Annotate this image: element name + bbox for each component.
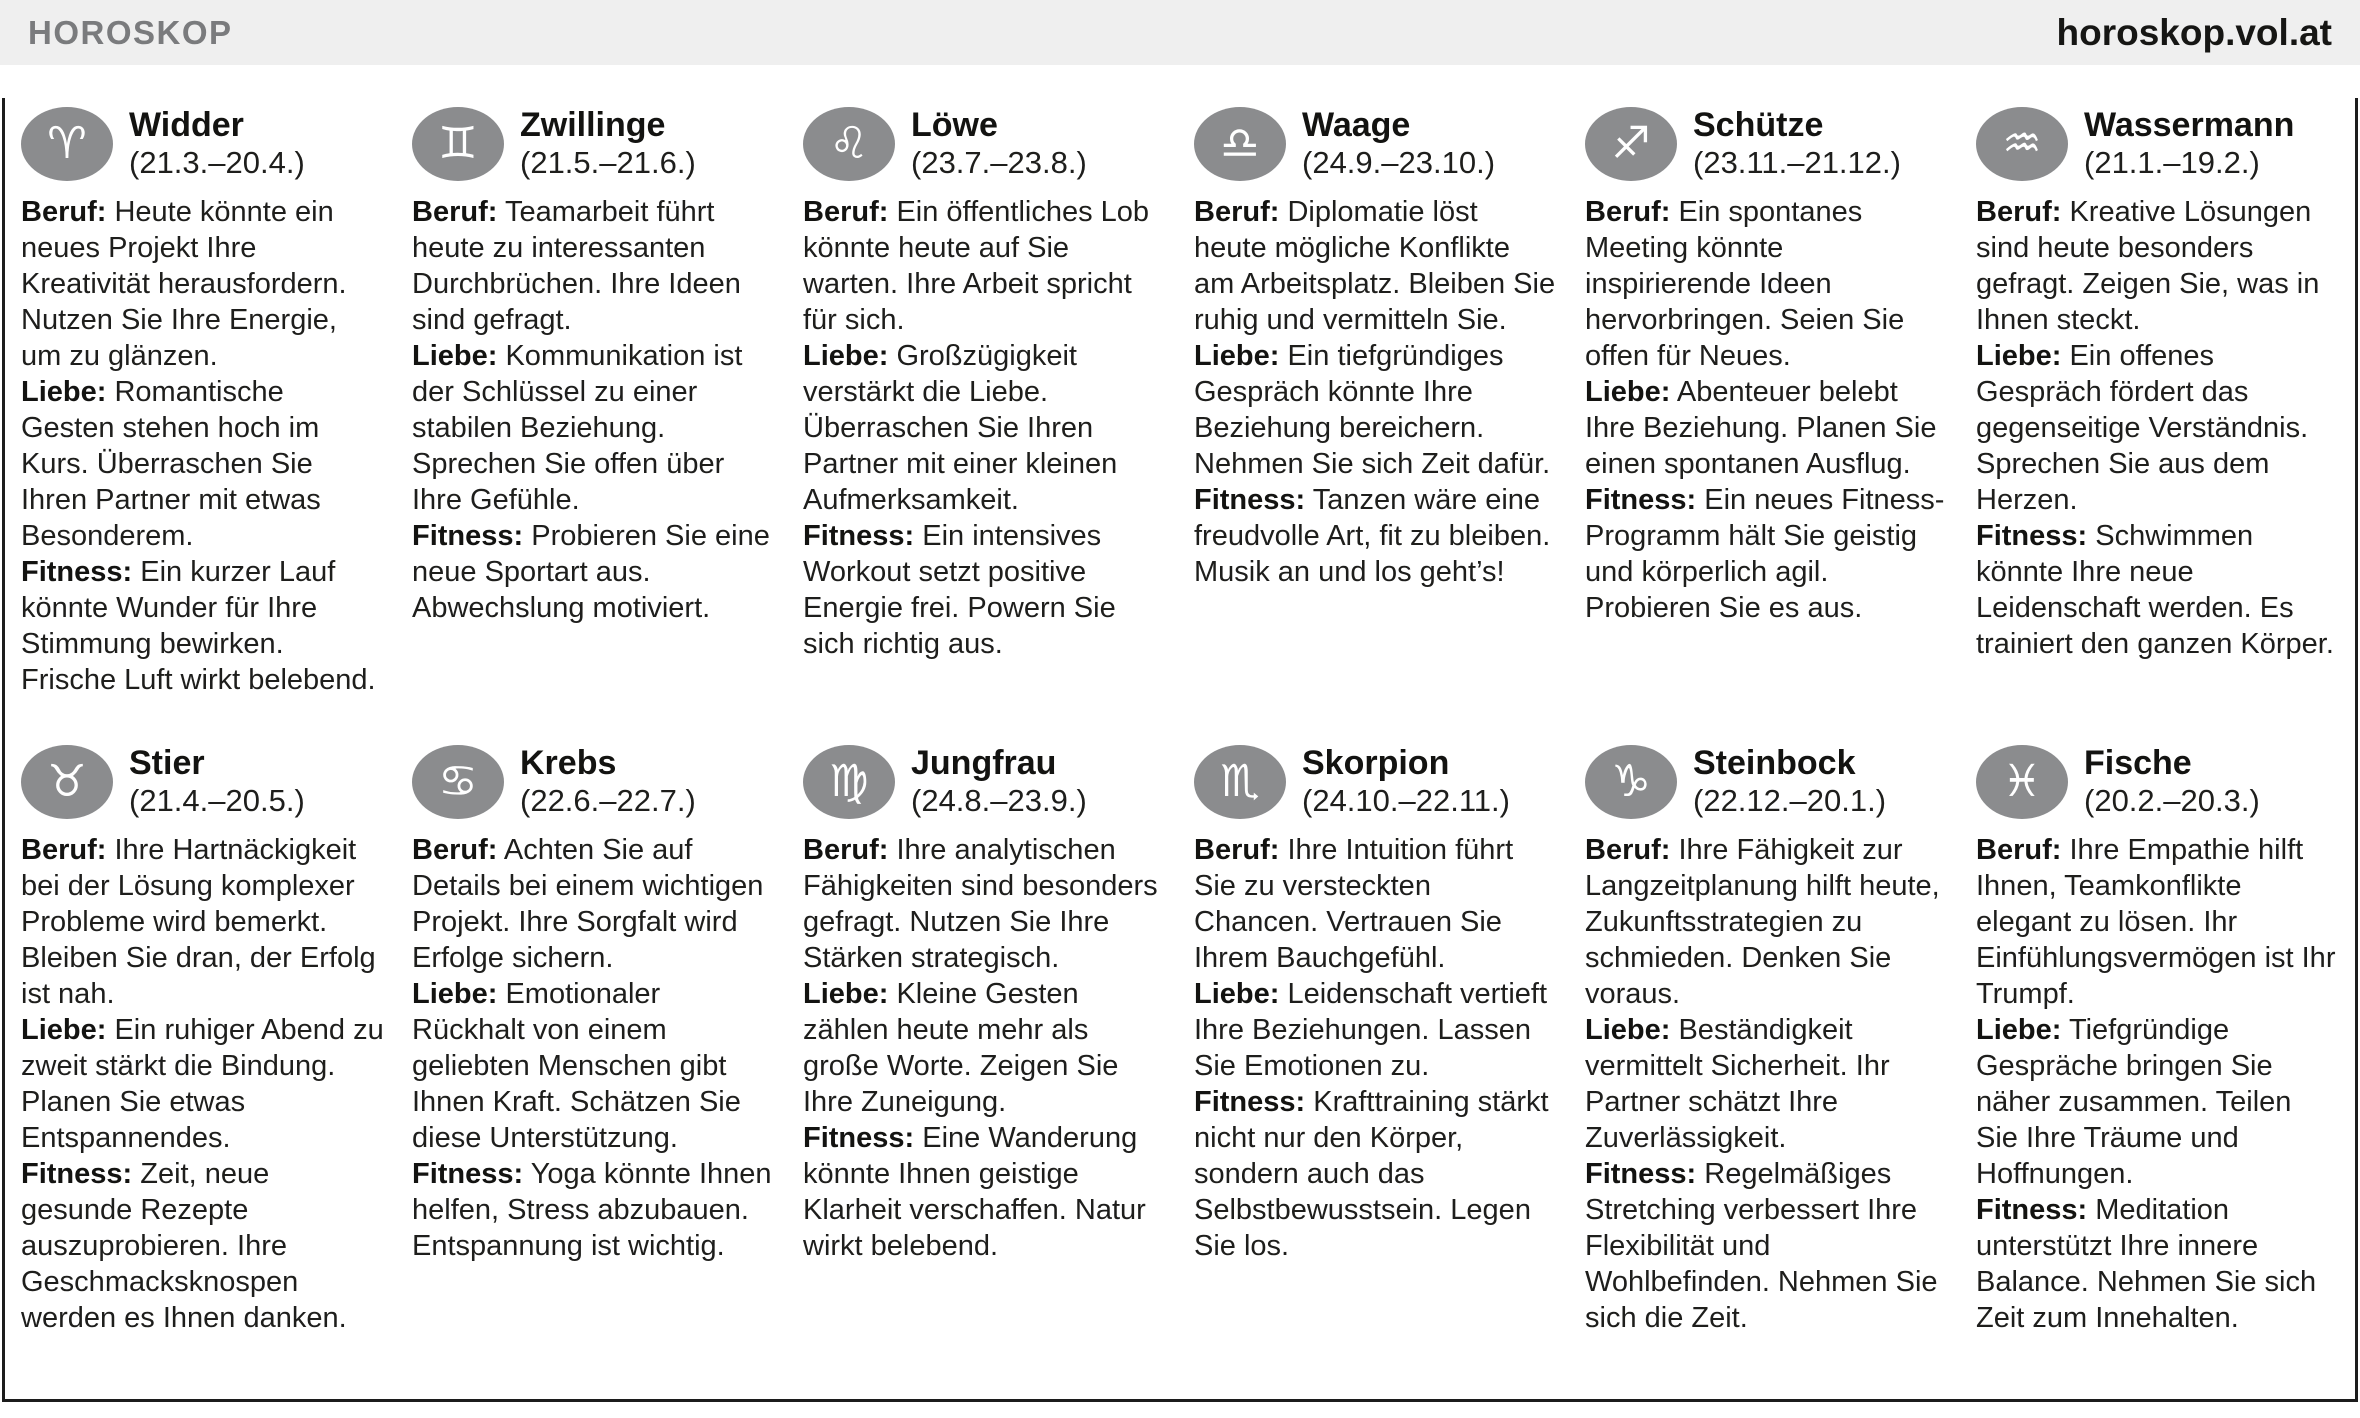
sign-header (1194, 744, 1557, 819)
sign-header (412, 106, 775, 181)
sign-card-steinbock (1585, 744, 1948, 1336)
beruf-label: Beruf: (1194, 196, 1280, 228)
fitness-label: Fitness: (21, 556, 133, 588)
scorpio-icon: ♏ (1194, 745, 1286, 819)
page-title: HOROSKOP (28, 13, 233, 51)
sign-dates: (23.7.–23.8.) (911, 145, 1087, 180)
fitness-paragraph: Fitness: Ein intensives Workout setzt positive Energie frei. Powern Sie sich richtig aus. (803, 520, 1116, 660)
fitness-paragraph: Fitness: Schwimmen könnte Ihre neue Leidenschaft werden. Es trainiert den ganzen Körper. (1976, 520, 2334, 660)
sign-header (1194, 106, 1557, 181)
page-header (0, 0, 2360, 65)
beruf-paragraph: Beruf: Ihre Fähigkeit zur Langzeitplanung hilft heute, Zukunftsstrategien zu schmieden. Denken Sie voraus. (1585, 834, 1940, 1010)
beruf-label: Beruf: (803, 834, 889, 866)
beruf-label: Beruf: (1194, 834, 1280, 866)
sign-card-krebs (412, 744, 775, 1336)
beruf-label: Beruf: (21, 196, 107, 228)
sign-dates: (23.11.–21.12.) (1693, 145, 1901, 180)
fitness-paragraph: Fitness: Regelmäßiges Stretching verbessert Ihre Flexibilität und Wohlbefinden. Nehmen Sie sich die Zeit. (1585, 1158, 1938, 1334)
liebe-paragraph: Liebe: Tiefgründige Gespräche bringen Sie näher zusammen. Teilen Sie Ihre Träume und Hoffnungen. (1976, 1014, 2292, 1190)
beruf-paragraph: Beruf: Ein öffentliches Lob könnte heute auf Sie warten. Ihre Arbeit spricht für sich. (803, 196, 1150, 336)
aries-icon: ♈ (21, 107, 113, 181)
sign-dates: (21.1.–19.2.) (2084, 145, 2260, 180)
liebe-paragraph: Liebe: Ein tiefgründiges Gespräch könnte Ihre Beziehung bereichern. Nehmen Sie sich Zeit dafür. (1194, 340, 1551, 480)
sign-header (1585, 744, 1948, 819)
sign-name: Stier (129, 744, 205, 782)
fitness-label: Fitness: (1976, 520, 2088, 552)
sign-dates: (22.12.–20.1.) (1693, 783, 1887, 818)
liebe-label: Liebe: (1585, 376, 1671, 408)
sign-dates: (21.3.–20.4.) (129, 145, 305, 180)
fitness-label: Fitness: (1194, 1086, 1306, 1118)
sign-name: Steinbock (1693, 744, 1856, 782)
fitness-label: Fitness: (412, 520, 524, 552)
content-frame (2, 98, 2358, 1402)
liebe-label: Liebe: (1976, 1014, 2062, 1046)
liebe-paragraph: Liebe: Beständigkeit vermittelt Sicherheit. Ihr Partner schätzt Ihre Zuverlässigkeit. (1585, 1014, 1890, 1154)
fitness-label: Fitness: (21, 1158, 133, 1190)
sign-dates: (24.10.–22.11.) (1302, 783, 1510, 818)
fitness-paragraph: Fitness: Ein neues Fitness-Programm hält Sie geistig und körperlich agil. Probieren Sie es aus. (1585, 484, 1945, 624)
fitness-paragraph: Fitness: Krafttraining stärkt nicht nur den Körper, sondern auch das Selbstbewusstsein. Legen Sie los. (1194, 1086, 1549, 1262)
sign-name: Krebs (520, 744, 617, 782)
sign-header (1585, 106, 1948, 181)
sign-card-widder (21, 106, 384, 698)
sign-dates: (24.8.–23.9.) (911, 783, 1087, 818)
pisces-icon: ♓ (1976, 745, 2068, 819)
beruf-label: Beruf: (1585, 834, 1671, 866)
beruf-label: Beruf: (1585, 196, 1671, 228)
cancer-icon: ♋ (412, 745, 504, 819)
liebe-paragraph: Liebe: Abenteuer belebt Ihre Beziehung. Planen Sie einen spontanen Ausflug. (1585, 376, 1937, 480)
sign-name: Fische (2084, 744, 2192, 782)
beruf-label: Beruf: (1976, 834, 2062, 866)
gemini-icon: ♊ (412, 107, 504, 181)
sign-dates: (24.9.–23.10.) (1302, 145, 1496, 180)
liebe-label: Liebe: (412, 978, 498, 1010)
sign-card-waage (1194, 106, 1557, 698)
beruf-paragraph: Beruf: Diplomatie löst heute mögliche Konflikte am Arbeitsplatz. Bleiben Sie ruhig und vermitteln Sie. (1194, 196, 1556, 336)
sign-name: Wassermann (2084, 106, 2295, 144)
sign-name: Jungfrau (911, 744, 1057, 782)
site-url: horoskop.vol.at (2056, 11, 2332, 53)
liebe-label: Liebe: (1194, 978, 1280, 1010)
beruf-label: Beruf: (803, 196, 889, 228)
liebe-label: Liebe: (1194, 340, 1280, 372)
sign-name: Zwillinge (520, 106, 666, 144)
fitness-label: Fitness: (803, 1122, 915, 1154)
fitness-label: Fitness: (1976, 1194, 2088, 1226)
fitness-paragraph: Fitness: Tanzen wäre eine freudvolle Art, fit zu bleiben. Musik an und los geht’s! (1194, 484, 1551, 588)
sign-card-fische (1976, 744, 2339, 1336)
fitness-paragraph: Fitness: Yoga könnte Ihnen helfen, Stress abzubauen. Entspannung ist wichtig. (412, 1158, 772, 1262)
sign-header (1976, 744, 2339, 819)
leo-icon: ♌ (803, 107, 895, 181)
beruf-paragraph: Beruf: Ihre analytischen Fähigkeiten sind besonders gefragt. Nutzen Sie Ihre Stärken strategisch. (803, 834, 1158, 974)
liebe-label: Liebe: (1976, 340, 2062, 372)
liebe-paragraph: Liebe: Ein ruhiger Abend zu zweit stärkt die Bindung. Planen Sie etwas Entspannendes. (21, 1014, 384, 1154)
taurus-icon: ♉ (21, 745, 113, 819)
sign-card-skorpion (1194, 744, 1557, 1336)
sign-card-schuetze (1585, 106, 1948, 698)
capricorn-icon: ♑ (1585, 745, 1677, 819)
liebe-paragraph: Liebe: Großzügigkeit verstärkt die Liebe. Überraschen Sie Ihren Partner mit einer kleinen Aufmerksamkeit. (803, 340, 1118, 516)
sign-name: Widder (129, 106, 244, 144)
sign-name: Löwe (911, 106, 998, 144)
fitness-label: Fitness: (1585, 1158, 1697, 1190)
sign-card-stier (21, 744, 384, 1336)
liebe-paragraph: Liebe: Romantische Gesten stehen hoch im Kurs. Überraschen Sie Ihren Partner mit etwas Besonderem. (21, 376, 321, 552)
beruf-paragraph: Beruf: Ihre Intuition führt Sie zu versteckten Chancen. Vertrauen Sie Ihrem Bauchgefühl. (1194, 834, 1514, 974)
fitness-paragraph: Fitness: Ein kurzer Lauf könnte Wunder für Ihre Stimmung bewirken. Frische Luft wirkt belebend. (21, 556, 376, 696)
beruf-label: Beruf: (21, 834, 107, 866)
beruf-label: Beruf: (412, 834, 498, 866)
liebe-label: Liebe: (1585, 1014, 1671, 1046)
aquarius-icon: ♒ (1976, 107, 2068, 181)
liebe-label: Liebe: (21, 1014, 107, 1046)
fitness-label: Fitness: (803, 520, 915, 552)
liebe-label: Liebe: (803, 340, 889, 372)
sign-name: Waage (1302, 106, 1411, 144)
sign-dates: (21.5.–21.6.) (520, 145, 696, 180)
beruf-paragraph: Beruf: Ihre Hartnäckigkeit bei der Lösung komplexer Probleme wird bemerkt. Bleiben Sie dran, der Erfolg ist nah. (21, 834, 376, 1010)
liebe-paragraph: Liebe: Kommunikation ist der Schlüssel zu einer stabilen Beziehung. Sprechen Sie offen über Ihre Gefühle. (412, 340, 743, 516)
sign-header (21, 106, 384, 181)
beruf-paragraph: Beruf: Ein spontanes Meeting könnte inspirierende Ideen hervorbringen. Seien Sie offen für Neues. (1585, 196, 1905, 372)
liebe-label: Liebe: (21, 376, 107, 408)
fitness-paragraph: Fitness: Eine Wanderung könnte Ihnen geistige Klarheit verschaffen. Natur wirkt belebend. (803, 1122, 1146, 1262)
beruf-paragraph: Beruf: Teamarbeit führt heute zu interessanten Durchbrüchen. Ihre Ideen sind gefragt. (412, 196, 741, 336)
liebe-paragraph: Liebe: Kleine Gesten zählen heute mehr als große Worte. Zeigen Sie Ihre Zuneigung. (803, 978, 1119, 1118)
sign-dates: (22.6.–22.7.) (520, 783, 696, 818)
liebe-paragraph: Liebe: Ein offenes Gespräch fördert das gegenseitige Verständnis. Sprechen Sie aus dem Herzen. (1976, 340, 2309, 516)
liebe-label: Liebe: (803, 978, 889, 1010)
sagittarius-icon: ♐ (1585, 107, 1677, 181)
fitness-label: Fitness: (412, 1158, 524, 1190)
fitness-label: Fitness: (1194, 484, 1306, 516)
sign-name: Schütze (1693, 106, 1824, 144)
sign-dates: (21.4.–20.5.) (129, 783, 305, 818)
fitness-label: Fitness: (1585, 484, 1697, 516)
sign-header (1976, 106, 2339, 181)
virgo-icon: ♍ (803, 745, 895, 819)
beruf-paragraph: Beruf: Heute könnte ein neues Projekt Ihre Kreativität herausfordern. Nutzen Sie Ihre Energie, um zu glänzen. (21, 196, 347, 372)
sign-header (412, 744, 775, 819)
sign-card-zwillinge (412, 106, 775, 698)
sign-name: Skorpion (1302, 744, 1450, 782)
liebe-paragraph: Liebe: Emotionaler Rückhalt von einem geliebten Menschen gibt Ihnen Kraft. Schätzen Sie diese Unterstützung. (412, 978, 741, 1154)
fitness-paragraph: Fitness: Probieren Sie eine neue Sportart aus. Abwechslung motiviert. (412, 520, 770, 624)
beruf-paragraph: Beruf: Ihre Empathie hilft Ihnen, Teamkonflikte elegant zu lösen. Ihr Einfühlungsvermögen ist Ihr Trumpf. (1976, 834, 2336, 1010)
libra-icon: ♎ (1194, 107, 1286, 181)
liebe-paragraph: Liebe: Leidenschaft vertieft Ihre Beziehungen. Lassen Sie Emotionen zu. (1194, 978, 1548, 1082)
sign-dates: (20.2.–20.3.) (2084, 783, 2260, 818)
sign-card-wassermann (1976, 106, 2339, 698)
beruf-label: Beruf: (1976, 196, 2062, 228)
fitness-paragraph: Fitness: Meditation unterstützt Ihre innere Balance. Nehmen Sie sich Zeit zum Innehalten. (1976, 1194, 2317, 1334)
beruf-paragraph: Beruf: Achten Sie auf Details bei einem wichtigen Projekt. Ihre Sorgfalt wird Erfolge sichern. (412, 834, 764, 974)
sign-card-loewe (803, 106, 1166, 698)
sign-card-jungfrau (803, 744, 1166, 1336)
horoscope-grid (21, 106, 2339, 1336)
sign-header (803, 744, 1166, 819)
fitness-paragraph: Fitness: Zeit, neue gesunde Rezepte auszuprobieren. Ihre Geschmacksknospen werden es Ihnen danken. (21, 1158, 347, 1334)
beruf-label: Beruf: (412, 196, 498, 228)
liebe-label: Liebe: (412, 340, 498, 372)
sign-header (803, 106, 1166, 181)
beruf-paragraph: Beruf: Kreative Lösungen sind heute besonders gefragt. Zeigen Sie, was in Ihnen steckt. (1976, 196, 2320, 336)
sign-header (21, 744, 384, 819)
